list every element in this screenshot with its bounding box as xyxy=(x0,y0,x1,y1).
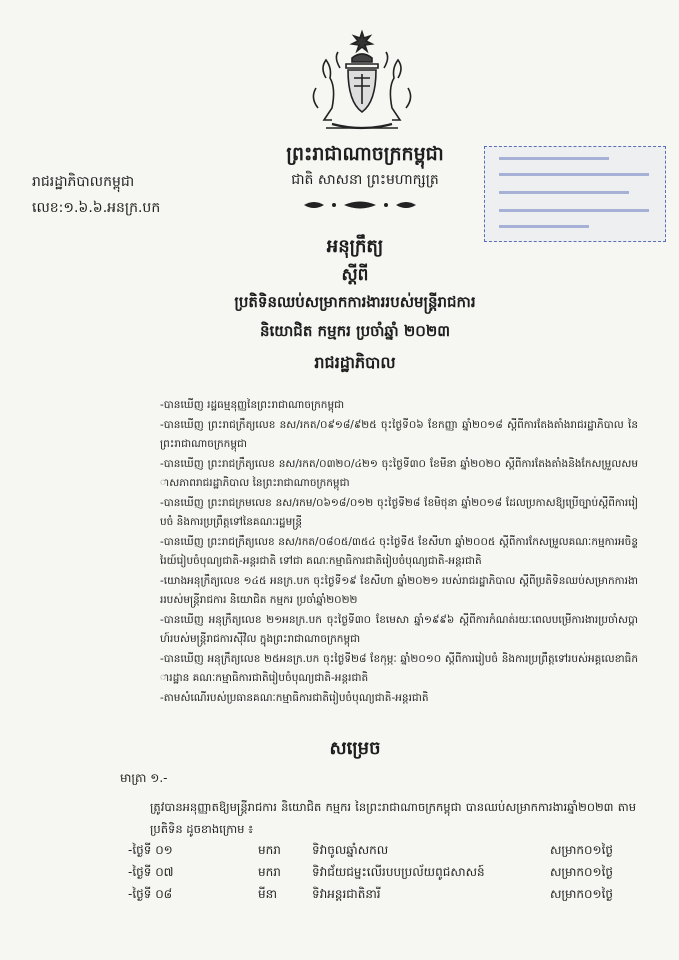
preamble-list xyxy=(160,396,638,708)
holiday-row xyxy=(0,842,679,862)
holiday-row xyxy=(0,864,679,884)
blue-registration-stamp xyxy=(484,146,666,242)
national-motto: ជាតិ សាសនា ព្រះមហាក្សត្រ xyxy=(291,172,439,188)
holiday-month: មីនា xyxy=(258,887,278,901)
article-body: ត្រូវបានអនុញ្ញាតឱ្យមន្ត្រីរាជការ និយោជិត កម្មករ នៃព្រះរាជាណាចក្រកម្ពុជា បានឈប់សម្រាកការងារឆ្នាំ២០២៣ តាមប្រតិទិន ដូចខាងក្រោម ៖ xyxy=(150,800,636,836)
holiday-month: មករា xyxy=(258,865,281,879)
kingdom-heading: ព្រះរាជាណាចក្រកម្ពុជា xyxy=(286,143,444,165)
holiday-name: ទិវាជ័យជម្នះលើរបបប្រល័យពូជសាសន៍ xyxy=(312,865,485,879)
decision-heading: សម្រេច xyxy=(329,738,381,759)
decree-title: អនុក្រឹត្យ xyxy=(326,236,384,257)
decorative-divider-icon xyxy=(300,198,420,212)
document-reference-number: លេខ:១.៦.៦.អនក្រ.បក xyxy=(32,200,161,216)
holiday-date: -ថ្ងៃទី ០១ xyxy=(128,843,173,857)
preamble-item: -បានឃើញ ព្រះរាជក្រឹត្យលេខ នស/រកត/០៣២០/៤២១ ចុះថ្ងៃទី៣០ ខែមីនា ឆ្នាំ២០២០ ស្តីពីការតែងតាំងនិងកែសម្រួលសមាសភាពរាជរដ្ឋាភិបាល នៃព្រះរាជាណាចក្រកម្ពុជា xyxy=(160,457,638,489)
decree-subject-label: ស្តីពី xyxy=(341,265,369,285)
holiday-leave-days: សម្រាក០១ថ្ងៃ xyxy=(550,843,614,857)
preamble-item: -យោងអនុក្រឹត្យលេខ ១៤៥ អនក្រ.បក ចុះថ្ងៃទី១៩ ខែសីហា ឆ្នាំ២០២១ របស់រាជរដ្ឋាភិបាល ស្តីពីប្រតិទិនឈប់សម្រាកការងាររបស់មន្ត្រីរាជការ និយោជិត កម្មករ ប្រចាំឆ្នាំ២០២២ xyxy=(160,574,638,606)
holiday-row xyxy=(0,886,679,906)
preamble-item: -តាមសំណើរបស់ប្រធានគណៈកម្មាធិការជាតិរៀបចំបុណ្យជាតិ-អន្តរជាតិ xyxy=(160,691,429,704)
preamble-item: -បានឃើញ ព្រះរាជក្រមលេខ នស/រកម/០៦១៨/០១២ ចុះថ្ងៃទី២៨ ខែមិថុនា ឆ្នាំ២០១៨ ដែលប្រកាសឱ្យប្រើច្បាប់ស្តីពីការរៀបចំ និងការប្រព្រឹត្តទៅនៃគណៈរដ្ឋមន្ត្រី xyxy=(160,496,638,528)
holiday-name: ទិវាអន្តរជាតិនារី xyxy=(312,887,381,901)
holiday-date: -ថ្ងៃទី ០៧ xyxy=(128,865,174,879)
decree-subject-line-2: និយោជិត កម្មករ ប្រចាំឆ្នាំ ២០២៣ xyxy=(259,322,451,340)
holiday-name: ទិវាចូលឆ្នាំសកល xyxy=(312,843,389,857)
government-label: រាជរដ្ឋាភិបាលកម្ពុជា xyxy=(32,174,135,190)
holiday-leave-days: សម្រាក០១ថ្ងៃ xyxy=(550,887,614,901)
holiday-date: -ថ្ងៃទី ០៨ xyxy=(128,887,173,901)
issuing-authority: រាជរដ្ឋាភិបាល xyxy=(314,353,396,372)
article-number: មាត្រា ១.- xyxy=(120,771,168,785)
holiday-leave-days: សម្រាក០១ថ្ងៃ xyxy=(550,865,614,879)
preamble-item: -បានឃើញ អនុក្រឹត្យលេខ ២៥អនក្រ.បក ចុះថ្ងៃទី២៨ ខែកុម្ភៈ ឆ្នាំ២០១០ ស្តីពីការរៀបចំ និងការប្រព្រឹត្តទៅរបស់អគ្គលេខាធិការដ្ឋាន គណៈកម្មាធិការជាតិរៀបចំបុណ្យជាតិ-អន្តរជាតិ xyxy=(160,652,638,684)
decree-subject-line-1: ប្រតិទិនឈប់សម្រាកការងាររបស់មន្ត្រីរាជការ xyxy=(234,293,476,311)
holiday-month: មករា xyxy=(258,843,281,857)
preamble-item: -បានឃើញ រដ្ឋធម្មនុញ្ញនៃព្រះរាជាណាចក្រកម្ពុជា xyxy=(160,399,345,411)
preamble-item: -បានឃើញ ព្រះរាជក្រឹត្យលេខ នស/រកត/០៨០៥/៣៥៤ ចុះថ្ងៃទី៥ ខែសីហា ឆ្នាំ២០០៥ ស្តីពីការកែសម្រួលគណៈកម្មការអចិន្ត្រៃយ៍រៀបចំបុណ្យជាតិ-អន្តរជាតិ ទៅជា គណៈកម្មាធិការជាតិរៀបចំបុណ្យជាតិ-អន្តរជាតិ xyxy=(160,535,638,567)
preamble-item: -បានឃើញ ព្រះរាជក្រឹត្យលេខ នស/រកត/០៩១៨/៩២៥ ចុះថ្ងៃទី០៦ ខែកញ្ញា ឆ្នាំ២០១៨ ស្តីពីការតែងតាំងរាជរដ្ឋាភិបាល នៃព្រះរាជាណាចក្រកម្ពុជា xyxy=(160,418,638,450)
royal-coat-of-arms-emblem xyxy=(302,28,422,136)
preamble-item: -បានឃើញ អនុក្រឹត្យលេខ ២១អនក្រ.បក ចុះថ្ងៃទី៣០ ខែមេសា ឆ្នាំ១៩៩៦ ស្តីពីការកំណត់រយៈពេលបម្រើការងារប្រចាំសប្តាហ៍របស់មន្ត្រីរាជការស៊ីវិល ក្នុងព្រះរាជាណាចក្រកម្ពុជា xyxy=(160,613,638,645)
